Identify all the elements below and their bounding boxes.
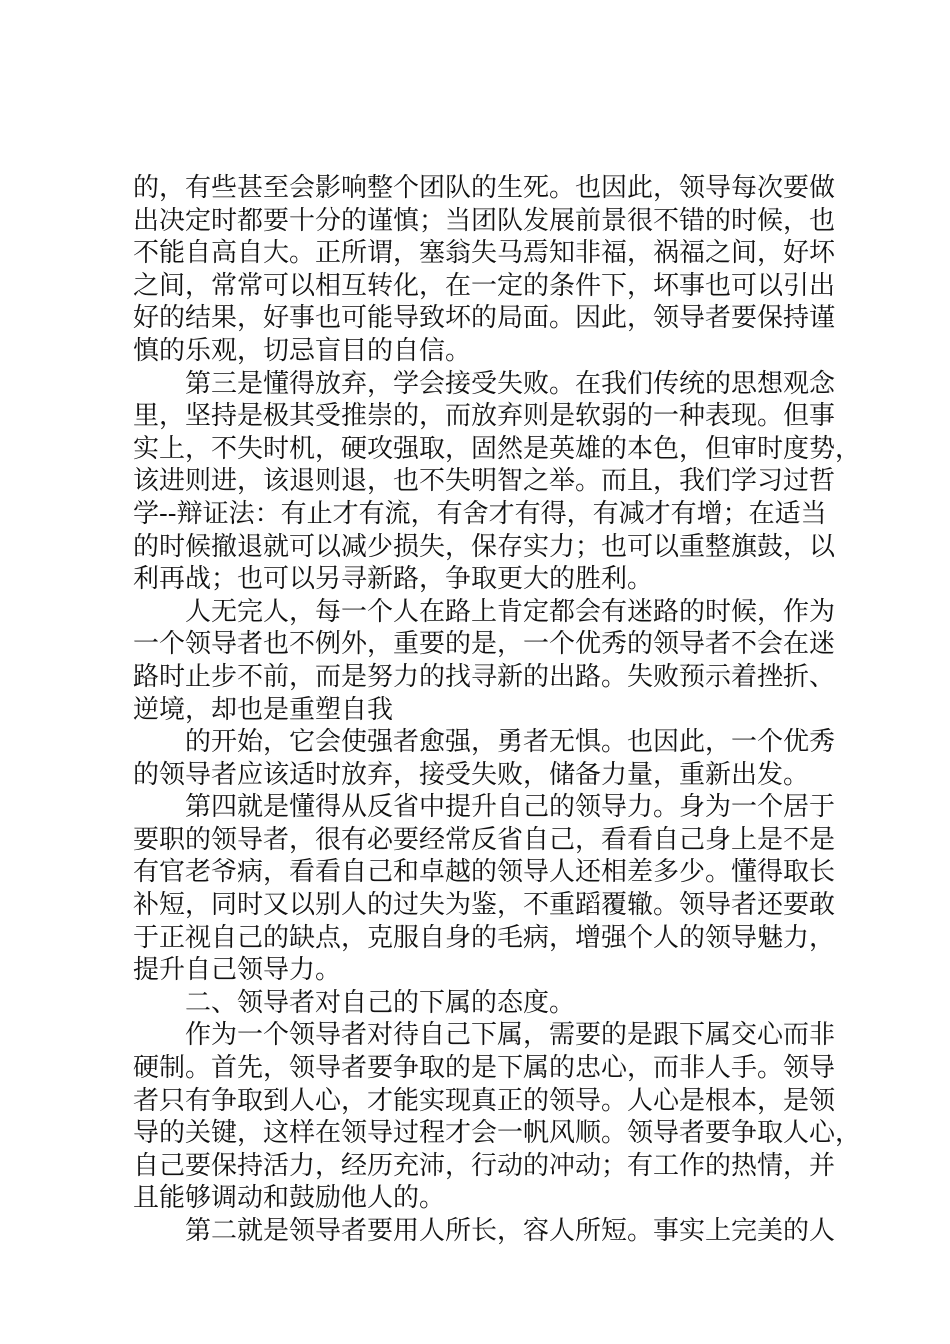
- text-line: 慎的乐观，切忌盲目的自信。: [133, 335, 472, 366]
- text-line: 于正视自己的缺点，克服自身的毛病，增强个人的领导魅力，: [133, 922, 836, 953]
- document-body-text: [133, 172, 862, 1248]
- text-line: 第二就是领导者要用人所长，容人所短。事实上完美的人: [185, 1216, 836, 1246]
- text-line: 学--辩证法：有止才有流，有舍才有得，有减才有增；在适当: [133, 498, 827, 529]
- text-line: 好的结果，好事也可能导致坏的局面。因此，领导者要保持谨: [133, 303, 836, 334]
- text-line: 者只有争取到人心，才能实现真正的领导。人心是根本，是领: [133, 1085, 836, 1116]
- text-line: 人无完人，每一个人在路上肯定都会有迷路的时候，作为: [185, 596, 836, 627]
- text-line: 利再战；也可以另寻新路，争取更大的胜利。: [133, 564, 654, 595]
- text-line: 作为一个领导者对待自己下属，需要的是跟下属交心而非: [185, 1020, 836, 1051]
- text-line: 一个领导者也不例外，重要的是，一个优秀的领导者不会在迷: [133, 629, 836, 660]
- text-line: 二、领导者对自己的下属的态度。: [185, 987, 576, 1018]
- text-line: 实上，不失时机，硬攻强取，固然是英雄的本色，但审时度势，: [133, 433, 862, 464]
- text-line: 第四就是懂得从反省中提升自己的领导力。身为一个居于: [185, 792, 836, 823]
- text-line: 路时止步不前，而是努力的找寻新的出路。失败预示着挫折、: [133, 661, 836, 692]
- text-line: 该进则进，该退则退，也不失明智之举。而且，我们学习过哲: [133, 466, 836, 497]
- text-line: 之间，常常可以相互转化，在一定的条件下，坏事也可以引出: [133, 270, 836, 301]
- text-line: 里，坚持是极其受推崇的，而放弃则是软弱的一种表现。但事: [133, 401, 836, 432]
- text-line: 要职的领导者，很有必要经常反省自己，看看自己身上是不是: [133, 824, 836, 855]
- text-line: 有官老爷病，看看自己和卓越的领导人还相差多少。懂得取长: [133, 857, 836, 888]
- text-line: 的，有些甚至会影响整个团队的生死。也因此，领导每次要做: [133, 173, 836, 203]
- text-line: 硬制。首先，领导者要争取的是下属的忠心，而非人手。领导: [133, 1053, 836, 1084]
- text-line: 不能自高自大。正所谓，塞翁失马焉知非福，祸福之间，好坏: [133, 238, 836, 269]
- text-line: 导的关键，这样在领导过程才会一帆风顺。领导者要争取人心，: [133, 1118, 862, 1149]
- text-line: 提升自己领导力。: [133, 955, 342, 986]
- text-line: 的时候撤退就可以减少损失，保存实力；也可以重整旗鼓，以: [133, 531, 836, 562]
- text-line: 自己要保持活力，经历充沛，行动的冲动；有工作的热情，并: [133, 1150, 836, 1181]
- text-line: 第三是懂得放弃，学会接受失败。在我们传统的思想观念: [185, 368, 836, 399]
- text-line: 的开始，它会使强者愈强，勇者无惧。也因此，一个优秀: [185, 727, 836, 758]
- text-line: 逆境，却也是重塑自我: [133, 694, 394, 725]
- text-line: 出决定时都要十分的谨慎；当团队发展前景很不错的时候，也: [133, 205, 836, 236]
- text-line: 且能够调动和鼓励他人的。: [133, 1183, 446, 1214]
- text-line: 的领导者应该适时放弃，接受失败，储备力量，重新出发。: [133, 759, 810, 790]
- text-line: 补短，同时又以别人的过失为鉴，不重蹈覆辙。领导者还要敢: [133, 890, 836, 921]
